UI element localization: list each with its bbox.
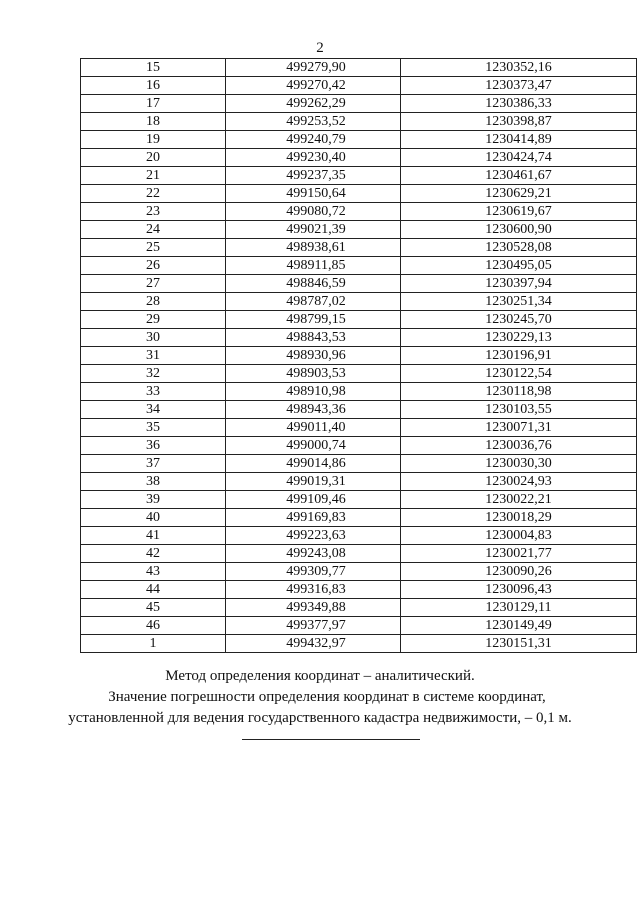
y-coordinate-cell: 1230090,26 <box>401 563 637 581</box>
point-number-cell: 39 <box>81 491 226 509</box>
x-coordinate-cell: 499316,83 <box>226 581 401 599</box>
point-number-cell: 42 <box>81 545 226 563</box>
table-row <box>81 563 637 581</box>
y-coordinate-cell: 1230024,93 <box>401 473 637 491</box>
table-row <box>81 95 637 113</box>
point-number-cell: 37 <box>81 455 226 473</box>
y-coordinate-cell: 1230251,34 <box>401 293 637 311</box>
x-coordinate-cell: 499237,35 <box>226 167 401 185</box>
table-row <box>81 77 637 95</box>
y-coordinate-cell: 1230096,43 <box>401 581 637 599</box>
x-coordinate-cell: 498943,36 <box>226 401 401 419</box>
x-coordinate-cell: 499011,40 <box>226 419 401 437</box>
point-number-cell: 40 <box>81 509 226 527</box>
table-row <box>81 329 637 347</box>
y-coordinate-cell: 1230151,31 <box>401 635 637 653</box>
y-coordinate-cell: 1230600,90 <box>401 221 637 239</box>
table-row <box>81 455 637 473</box>
table-row <box>81 491 637 509</box>
table-row <box>81 419 637 437</box>
y-coordinate-cell: 1230030,30 <box>401 455 637 473</box>
table-row <box>81 527 637 545</box>
accuracy-statement-line-1: Значение погрешности определения координат в системе координат, <box>108 689 546 705</box>
point-number-cell: 16 <box>81 77 226 95</box>
end-rule-line <box>242 739 420 740</box>
point-number-cell: 18 <box>81 113 226 131</box>
point-number-cell: 31 <box>81 347 226 365</box>
y-coordinate-cell: 1230071,31 <box>401 419 637 437</box>
y-coordinate-cell: 1230397,94 <box>401 275 637 293</box>
x-coordinate-cell: 499270,42 <box>226 77 401 95</box>
table-row <box>81 131 637 149</box>
point-number-cell: 32 <box>81 365 226 383</box>
point-number-cell: 46 <box>81 617 226 635</box>
table-row <box>81 545 637 563</box>
y-coordinate-cell: 1230129,11 <box>401 599 637 617</box>
x-coordinate-cell: 498903,53 <box>226 365 401 383</box>
table-row <box>81 59 637 77</box>
y-coordinate-cell: 1230629,21 <box>401 185 637 203</box>
y-coordinate-cell: 1230004,83 <box>401 527 637 545</box>
point-number-cell: 25 <box>81 239 226 257</box>
x-coordinate-cell: 499150,64 <box>226 185 401 203</box>
y-coordinate-cell: 1230424,74 <box>401 149 637 167</box>
y-coordinate-cell: 1230398,87 <box>401 113 637 131</box>
point-number-cell: 29 <box>81 311 226 329</box>
y-coordinate-cell: 1230495,05 <box>401 257 637 275</box>
point-number-cell: 22 <box>81 185 226 203</box>
x-coordinate-cell: 499223,63 <box>226 527 401 545</box>
table-row <box>81 203 637 221</box>
table-row <box>81 383 637 401</box>
x-coordinate-cell: 498846,59 <box>226 275 401 293</box>
point-number-cell: 20 <box>81 149 226 167</box>
point-number-cell: 34 <box>81 401 226 419</box>
table-row <box>81 473 637 491</box>
table-row <box>81 257 637 275</box>
y-coordinate-cell: 1230245,70 <box>401 311 637 329</box>
y-coordinate-cell: 1230103,55 <box>401 401 637 419</box>
x-coordinate-cell: 499432,97 <box>226 635 401 653</box>
table-row <box>81 113 637 131</box>
y-coordinate-cell: 1230352,16 <box>401 59 637 77</box>
y-coordinate-cell: 1230036,76 <box>401 437 637 455</box>
x-coordinate-cell: 499349,88 <box>226 599 401 617</box>
point-number-cell: 19 <box>81 131 226 149</box>
x-coordinate-cell: 499377,97 <box>226 617 401 635</box>
x-coordinate-cell: 499262,29 <box>226 95 401 113</box>
point-number-cell: 24 <box>81 221 226 239</box>
x-coordinate-cell: 499279,90 <box>226 59 401 77</box>
table-row <box>81 365 637 383</box>
y-coordinate-cell: 1230018,29 <box>401 509 637 527</box>
point-number-cell: 15 <box>81 59 226 77</box>
point-number-cell: 1 <box>81 635 226 653</box>
point-number-cell: 36 <box>81 437 226 455</box>
table-row <box>81 437 637 455</box>
page-number: 2 <box>316 40 324 56</box>
coordinates-table-body <box>81 59 637 653</box>
table-row <box>81 635 637 653</box>
point-number-cell: 27 <box>81 275 226 293</box>
table-row <box>81 599 637 617</box>
table-row <box>81 581 637 599</box>
table-row <box>81 617 637 635</box>
coordinates-table <box>80 58 637 653</box>
table-row <box>81 221 637 239</box>
point-number-cell: 41 <box>81 527 226 545</box>
table-row <box>81 149 637 167</box>
x-coordinate-cell: 499240,79 <box>226 131 401 149</box>
method-statement: Метод определения координат – аналитический. <box>165 668 475 684</box>
y-coordinate-cell: 1230619,67 <box>401 203 637 221</box>
x-coordinate-cell: 499080,72 <box>226 203 401 221</box>
table-row <box>81 167 637 185</box>
x-coordinate-cell: 498911,85 <box>226 257 401 275</box>
x-coordinate-cell: 499230,40 <box>226 149 401 167</box>
accuracy-statement-line-2: установленной для ведения государственного кадастра недвижимости, – 0,1 м. <box>68 710 572 726</box>
x-coordinate-cell: 499019,31 <box>226 473 401 491</box>
x-coordinate-cell: 499109,46 <box>226 491 401 509</box>
point-number-cell: 21 <box>81 167 226 185</box>
x-coordinate-cell: 499014,86 <box>226 455 401 473</box>
table-row <box>81 275 637 293</box>
point-number-cell: 33 <box>81 383 226 401</box>
table-row <box>81 347 637 365</box>
y-coordinate-cell: 1230414,89 <box>401 131 637 149</box>
point-number-cell: 35 <box>81 419 226 437</box>
point-number-cell: 28 <box>81 293 226 311</box>
x-coordinate-cell: 498938,61 <box>226 239 401 257</box>
point-number-cell: 17 <box>81 95 226 113</box>
y-coordinate-cell: 1230528,08 <box>401 239 637 257</box>
table-row <box>81 311 637 329</box>
x-coordinate-cell: 499021,39 <box>226 221 401 239</box>
x-coordinate-cell: 499253,52 <box>226 113 401 131</box>
table-row <box>81 509 637 527</box>
x-coordinate-cell: 499243,08 <box>226 545 401 563</box>
point-number-cell: 26 <box>81 257 226 275</box>
table-row <box>81 401 637 419</box>
document-footer-text <box>0 666 640 729</box>
x-coordinate-cell: 499309,77 <box>226 563 401 581</box>
table-row <box>81 239 637 257</box>
point-number-cell: 43 <box>81 563 226 581</box>
y-coordinate-cell: 1230373,47 <box>401 77 637 95</box>
y-coordinate-cell: 1230021,77 <box>401 545 637 563</box>
point-number-cell: 30 <box>81 329 226 347</box>
table-row <box>81 293 637 311</box>
table-row <box>81 185 637 203</box>
y-coordinate-cell: 1230386,33 <box>401 95 637 113</box>
y-coordinate-cell: 1230461,67 <box>401 167 637 185</box>
x-coordinate-cell: 498930,96 <box>226 347 401 365</box>
y-coordinate-cell: 1230122,54 <box>401 365 637 383</box>
point-number-cell: 38 <box>81 473 226 491</box>
x-coordinate-cell: 498787,02 <box>226 293 401 311</box>
y-coordinate-cell: 1230196,91 <box>401 347 637 365</box>
y-coordinate-cell: 1230149,49 <box>401 617 637 635</box>
y-coordinate-cell: 1230229,13 <box>401 329 637 347</box>
y-coordinate-cell: 1230118,98 <box>401 383 637 401</box>
x-coordinate-cell: 498799,15 <box>226 311 401 329</box>
point-number-cell: 45 <box>81 599 226 617</box>
point-number-cell: 23 <box>81 203 226 221</box>
x-coordinate-cell: 499000,74 <box>226 437 401 455</box>
x-coordinate-cell: 498910,98 <box>226 383 401 401</box>
x-coordinate-cell: 498843,53 <box>226 329 401 347</box>
y-coordinate-cell: 1230022,21 <box>401 491 637 509</box>
x-coordinate-cell: 499169,83 <box>226 509 401 527</box>
point-number-cell: 44 <box>81 581 226 599</box>
